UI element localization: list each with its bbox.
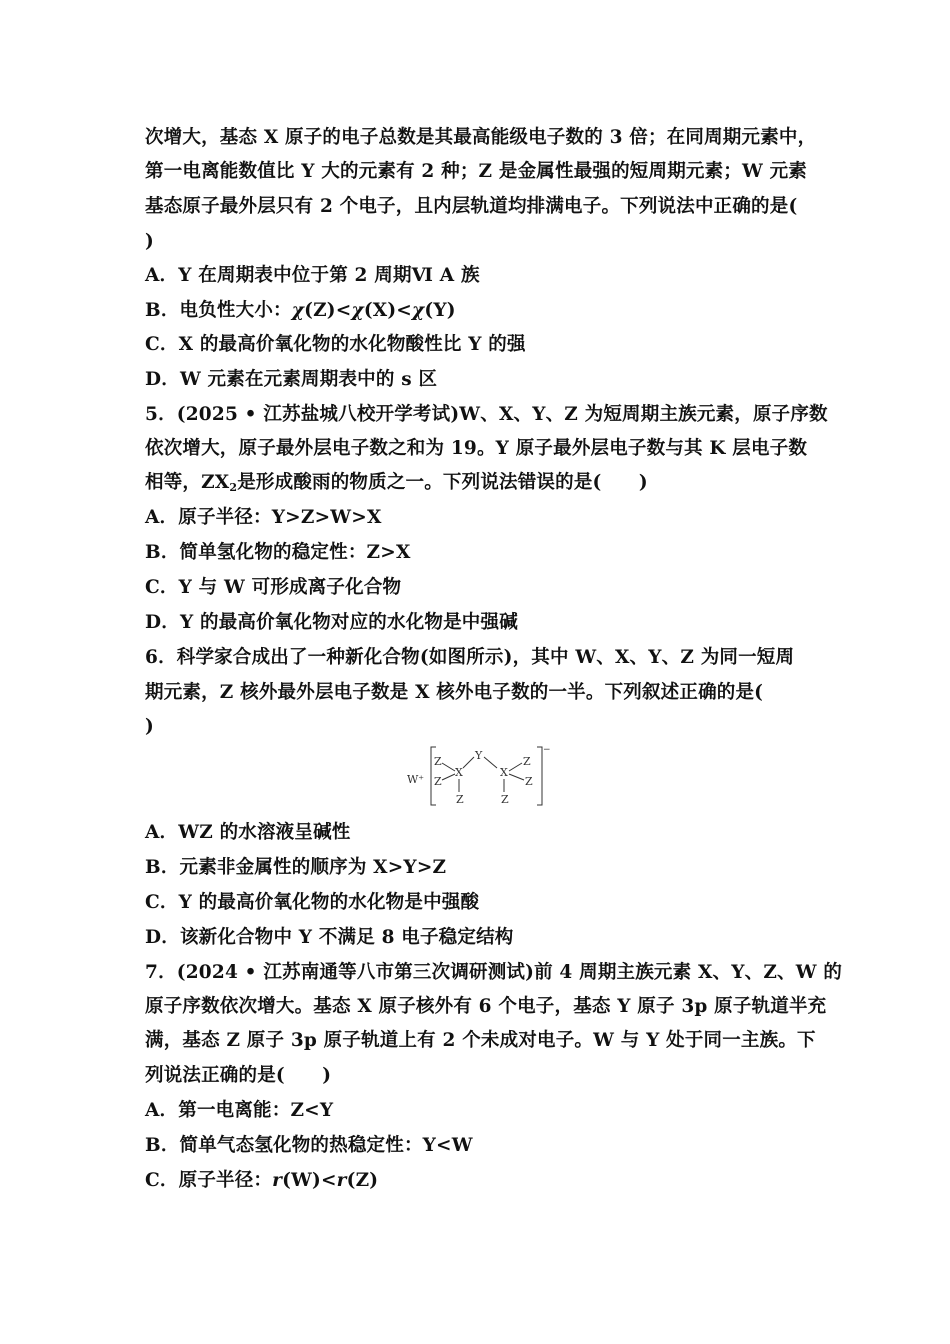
bond-x-z-5 xyxy=(509,774,524,780)
q5-option-c: C．Y 与 W 可形成离子化合物 xyxy=(145,577,402,598)
q7-stem-line-3: 满，基态 Z 原子 3p 原子轨道上有 2 个未成对电子。W 与 Y 处于同一主族。下 xyxy=(145,1030,816,1051)
q6-option-d: D．该新化合物中 Y 不满足 8 电子稳定结构 xyxy=(145,927,514,948)
z-left-bottom: Z xyxy=(456,793,464,806)
bond-x-y-left xyxy=(463,757,474,768)
intro-line-2: 第一电离能数值比 Y 大的元素有 2 种；Z 是金属性最强的短周期元素；W 元素 xyxy=(145,161,808,182)
q5-option-b: B．简单氢化物的稳定性：Z>X xyxy=(145,542,411,563)
q6-option-c: C．Y 的最高价氧化物的水化物是中强酸 xyxy=(145,892,480,913)
bond-z-x-1 xyxy=(442,763,455,771)
x-left: X xyxy=(455,766,463,779)
q6-stem-line-2: 期元素，Z 核外最外层电子数是 X 核外电子数的一半。下列叙述正确的是( xyxy=(145,682,764,703)
q4-option-b: B．电负性大小：χ(Z)<χ(X)<χ(Y) xyxy=(145,300,456,321)
cation-label: W⁺ xyxy=(407,773,425,786)
anion-charge: − xyxy=(543,745,551,755)
right-bracket xyxy=(537,747,542,805)
q7-option-b: B．简单气态氢化物的热稳定性：Y<W xyxy=(145,1135,473,1156)
q4-option-c: C．X 的最高价氧化物的水化物酸性比 Y 的强 xyxy=(145,334,526,355)
q6-option-a: A．WZ 的水溶液呈碱性 xyxy=(145,822,351,843)
q6-stem-line-3: ) xyxy=(145,716,154,737)
intro-line-4: ) xyxy=(145,231,154,252)
q6-structure-diagram xyxy=(405,743,555,809)
q6-stem-line-1: 6．科学家合成出了一种新化合物(如图所示)，其中 W、X、Y、Z 为同一短周 xyxy=(145,647,795,668)
q5-option-d: D．Y 的最高价氧化物对应的水化物是中强碱 xyxy=(145,612,518,633)
intro-line-1: 次增大，基态 X 原子的电子总数是其最高能级电子数的 3 倍；在同周期元素中， xyxy=(145,127,817,148)
q5-stem-line-2: 依次增大，原子最外层电子数之和为 19。Y 原子最外层电子数与其 K 层电子数 xyxy=(145,438,808,459)
q7-stem-line-2: 原子序数依次增大。基态 X 原子核外有 6 个电子，基态 Y 原子 3p 原子轨道半充 xyxy=(145,996,827,1017)
z-right-mid: Z xyxy=(525,775,533,788)
q5-option-a: A．原子半径：Y>Z>W>X xyxy=(145,507,382,528)
q7-option-c: C．原子半径：r(W)<r(Z) xyxy=(145,1170,379,1191)
intro-line-3: 基态原子最外层只有 2 个电子，且内层轨道均排满电子。下列说法中正确的是( xyxy=(145,196,798,217)
q7-stem-line-1: 7．(2024 • 江苏南通等八市第三次调研测试)前 4 周期主族元素 X、Y、Z、W 的 xyxy=(145,962,843,983)
x-right: X xyxy=(500,766,508,779)
q7-option-a: A．第一电离能：Z<Y xyxy=(145,1100,334,1121)
y-bridge: Y xyxy=(475,749,483,762)
bond-z-x-2 xyxy=(442,774,455,780)
bond-y-x-right xyxy=(484,757,497,768)
q5-stem-line-1: 5．(2025 • 江苏盐城八校开学考试)W、X、Y、Z 为短周期主族元素，原子序数 xyxy=(145,404,828,425)
z-right-bottom: Z xyxy=(501,793,509,806)
q4-option-a: A．Y 在周期表中位于第 2 周期Ⅵ A 族 xyxy=(145,265,480,286)
z-left-mid: Z xyxy=(434,775,442,788)
z-right-top: Z xyxy=(523,755,531,768)
q4-option-d: D．W 元素在元素周期表中的 s 区 xyxy=(145,369,438,390)
q6-option-b: B．元素非金属性的顺序为 X>Y>Z xyxy=(145,857,447,878)
q7-stem-line-4: 列说法正确的是( ) xyxy=(145,1065,332,1086)
z-left-top: Z xyxy=(434,755,442,768)
bond-x-z-4 xyxy=(509,763,522,771)
q5-stem-line-3: 相等，$ZX_2$是形成酸雨的物质之一。下列说法错误的是( ) xyxy=(145,472,648,494)
